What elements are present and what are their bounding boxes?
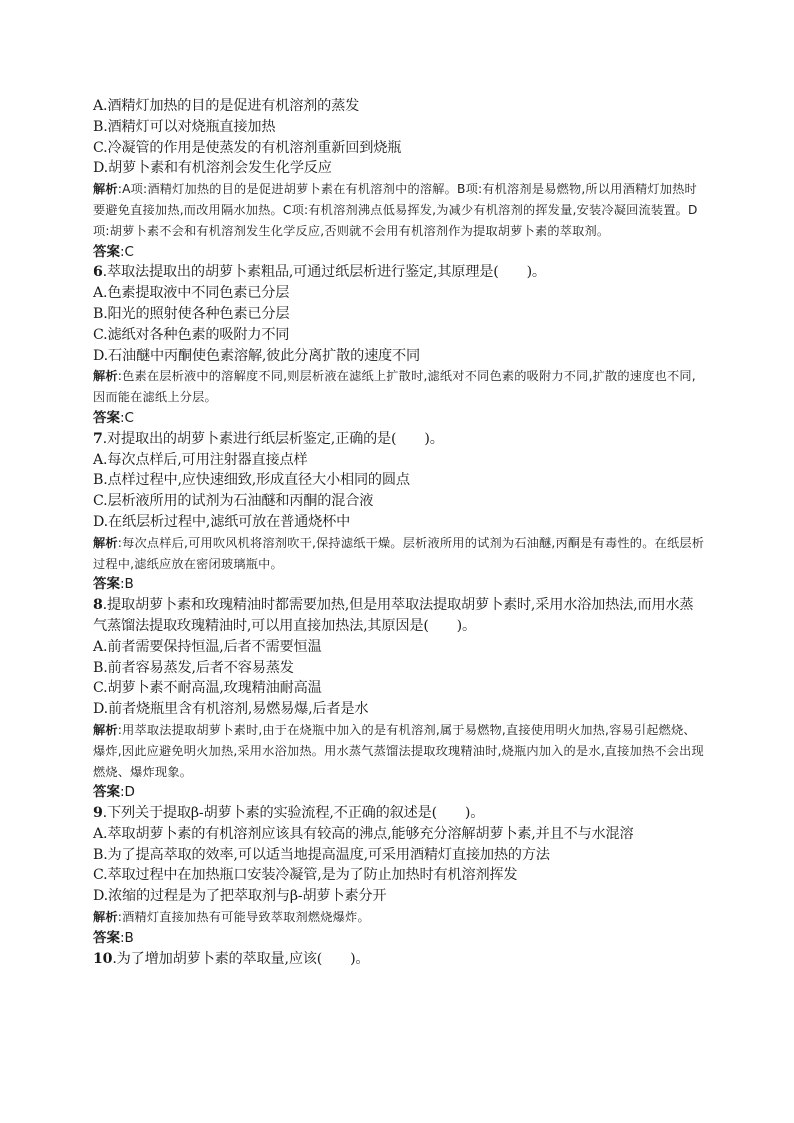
option-b: B.酒精灯可以对烧瓶直接加热 [93, 118, 276, 135]
analysis [93, 366, 705, 408]
option-d: D.石油醚中丙酮使色素溶解,彼此分离扩散的速度不同 [93, 347, 421, 364]
question-text: .对提取出的胡萝卜素进行纸层析鉴定,正确的是( )。 [102, 430, 444, 447]
question-stem [93, 803, 705, 824]
option-c: C.层析液所用的试剂为石油醚和丙酮的混合液 [93, 493, 374, 510]
analysis [93, 720, 705, 782]
option-c: C.冷凝管的作用是使蒸发的有机溶剂重新回到烧瓶 [93, 139, 402, 156]
answer-value: :C [120, 409, 134, 426]
question-stem [93, 262, 705, 283]
question-number: 6 [93, 264, 103, 281]
option-c: C.滤纸对各种色素的吸附力不同 [93, 326, 290, 343]
answer-label: 答案 [93, 409, 120, 426]
option-c: C.萃取过程中在加热瓶口安装冷凝管,是为了防止加热时有机溶剂挥发 [93, 867, 518, 884]
analysis-text: :每次点样后,可用吹风机将溶剂吹干,保持滤纸干燥。层析液所用的试剂为石油醚,丙酮是有毒性的。在纸层析过程中,滤纸应放在密闭玻璃瓶中。 [93, 535, 705, 571]
answer-label: 答案 [93, 576, 120, 593]
question-number: 7 [93, 430, 103, 447]
analysis-label: 解析 [93, 369, 118, 384]
answer-value: :D [120, 784, 135, 801]
question-text: .萃取法提取出的胡萝卜素粗品,可通过纸层析进行鉴定,其原理是( )。 [102, 264, 546, 281]
question-6 [93, 262, 705, 428]
question-text: .下列关于提取β-胡萝卜素的实验流程,不正确的叙述是( )。 [102, 805, 485, 822]
question-9 [93, 803, 705, 949]
option-c: C.胡萝卜素不耐高温,玫瑰精油耐高温 [93, 680, 322, 697]
answer [93, 408, 705, 429]
option-a: A.萃取胡萝卜素的有机溶剂应该具有较高的沸点,能够充分溶解胡萝卜素,并且不与水混溶 [93, 825, 634, 842]
document-page [93, 96, 705, 969]
analysis [93, 533, 705, 575]
question-stem [93, 949, 705, 970]
question-text: .为了增加胡萝卜素的萃取量,应该( )。 [112, 950, 370, 967]
option-d: D.在纸层析过程中,滤纸可放在普通烧杯中 [93, 513, 351, 530]
question-stem [93, 429, 705, 450]
analysis-label: 解析 [93, 182, 118, 197]
question-5 [93, 96, 705, 262]
option-b: B.为了提高萃取的效率,可以适当地提高温度,可采用酒精灯直接加热的方法 [93, 846, 550, 863]
question-text: .提取胡萝卜素和玫瑰精油时都需要加热,但是用萃取法提取胡萝卜素时,采用水浴加热法,而用水蒸气蒸馏法提取玫瑰精油时,可以用直接加热法,其原因是( )。 [93, 597, 694, 634]
option-d: D.胡萝卜素和有机溶剂会发生化学反应 [93, 160, 332, 177]
analysis-text: :A项:酒精灯加热的目的是促进胡萝卜素在有机溶剂中的溶解。B项:有机溶剂是易燃物,所以用酒精灯加热时要避免直接加热,而改用隔水加热。C项:有机溶剂沸点低易挥发,为减少有机溶剂的挥发量,安装冷凝回流装置。D项:胡萝卜素不会和有机溶剂发生化学反应,否则就不会用有机溶剂作为提取胡萝卜素的萃取剂。 [93, 182, 698, 238]
analysis-text: :用萃取法提取胡萝卜素时,由于在烧瓶中加入的是有机溶剂,属于易燃物,直接使用明火加热,容易引起燃烧、爆炸,因此应避免明火加热,采用水浴加热。用水蒸气蒸馏法提取玫瑰精油时,烧瓶内加入的是水,直接加热不会出现燃烧、爆炸现象。 [93, 722, 704, 779]
answer-value: :B [120, 929, 134, 946]
option-a: A.酒精灯加热的目的是促进有机溶剂的蒸发 [93, 98, 360, 114]
question-stem [93, 595, 705, 637]
question-number: 10 [93, 950, 113, 967]
option-d: D.前者烧瓶里含有机溶剂,易燃易爆,后者是水 [93, 701, 369, 718]
answer-label: 答案 [93, 929, 120, 946]
option-b: B.点样过程中,应快速细致,形成直径大小相同的圆点 [93, 472, 410, 489]
answer [93, 574, 705, 595]
answer [93, 782, 705, 803]
analysis-label: 解析 [93, 722, 118, 737]
answer [93, 928, 705, 949]
answer-label: 答案 [93, 243, 120, 260]
analysis [93, 179, 705, 241]
analysis-label: 解析 [93, 535, 118, 550]
answer-value: :C [120, 243, 134, 260]
answer-value: :B [120, 576, 134, 593]
option-a: A.前者需要保持恒温,后者不需要恒温 [93, 638, 322, 655]
question-8 [93, 595, 705, 803]
option-a: A.色素提取液中不同色素已分层 [93, 285, 290, 302]
option-a: A.每次点样后,可用注射器直接点样 [93, 451, 308, 468]
question-number: 9 [93, 805, 103, 822]
analysis [93, 907, 705, 928]
answer [93, 242, 705, 263]
question-number: 8 [93, 597, 103, 614]
analysis-label: 解析 [93, 910, 118, 925]
analysis-text: :色素在层析液中的溶解度不同,则层析液在滤纸上扩散时,滤纸对不同色素的吸附力不同,扩散的速度也不同,因而能在滤纸上分层。 [93, 369, 696, 405]
analysis-text: :酒精灯直接加热有可能导致萃取剂燃烧爆炸。 [117, 910, 370, 925]
answer-label: 答案 [93, 784, 120, 801]
question-7 [93, 429, 705, 595]
option-d: D.浓缩的过程是为了把萃取剂与β-胡萝卜素分开 [93, 888, 387, 905]
question-10 [93, 949, 705, 970]
option-b: B.阳光的照射使各种色素已分层 [93, 305, 290, 322]
option-b: B.前者容易蒸发,后者不容易蒸发 [93, 659, 294, 676]
